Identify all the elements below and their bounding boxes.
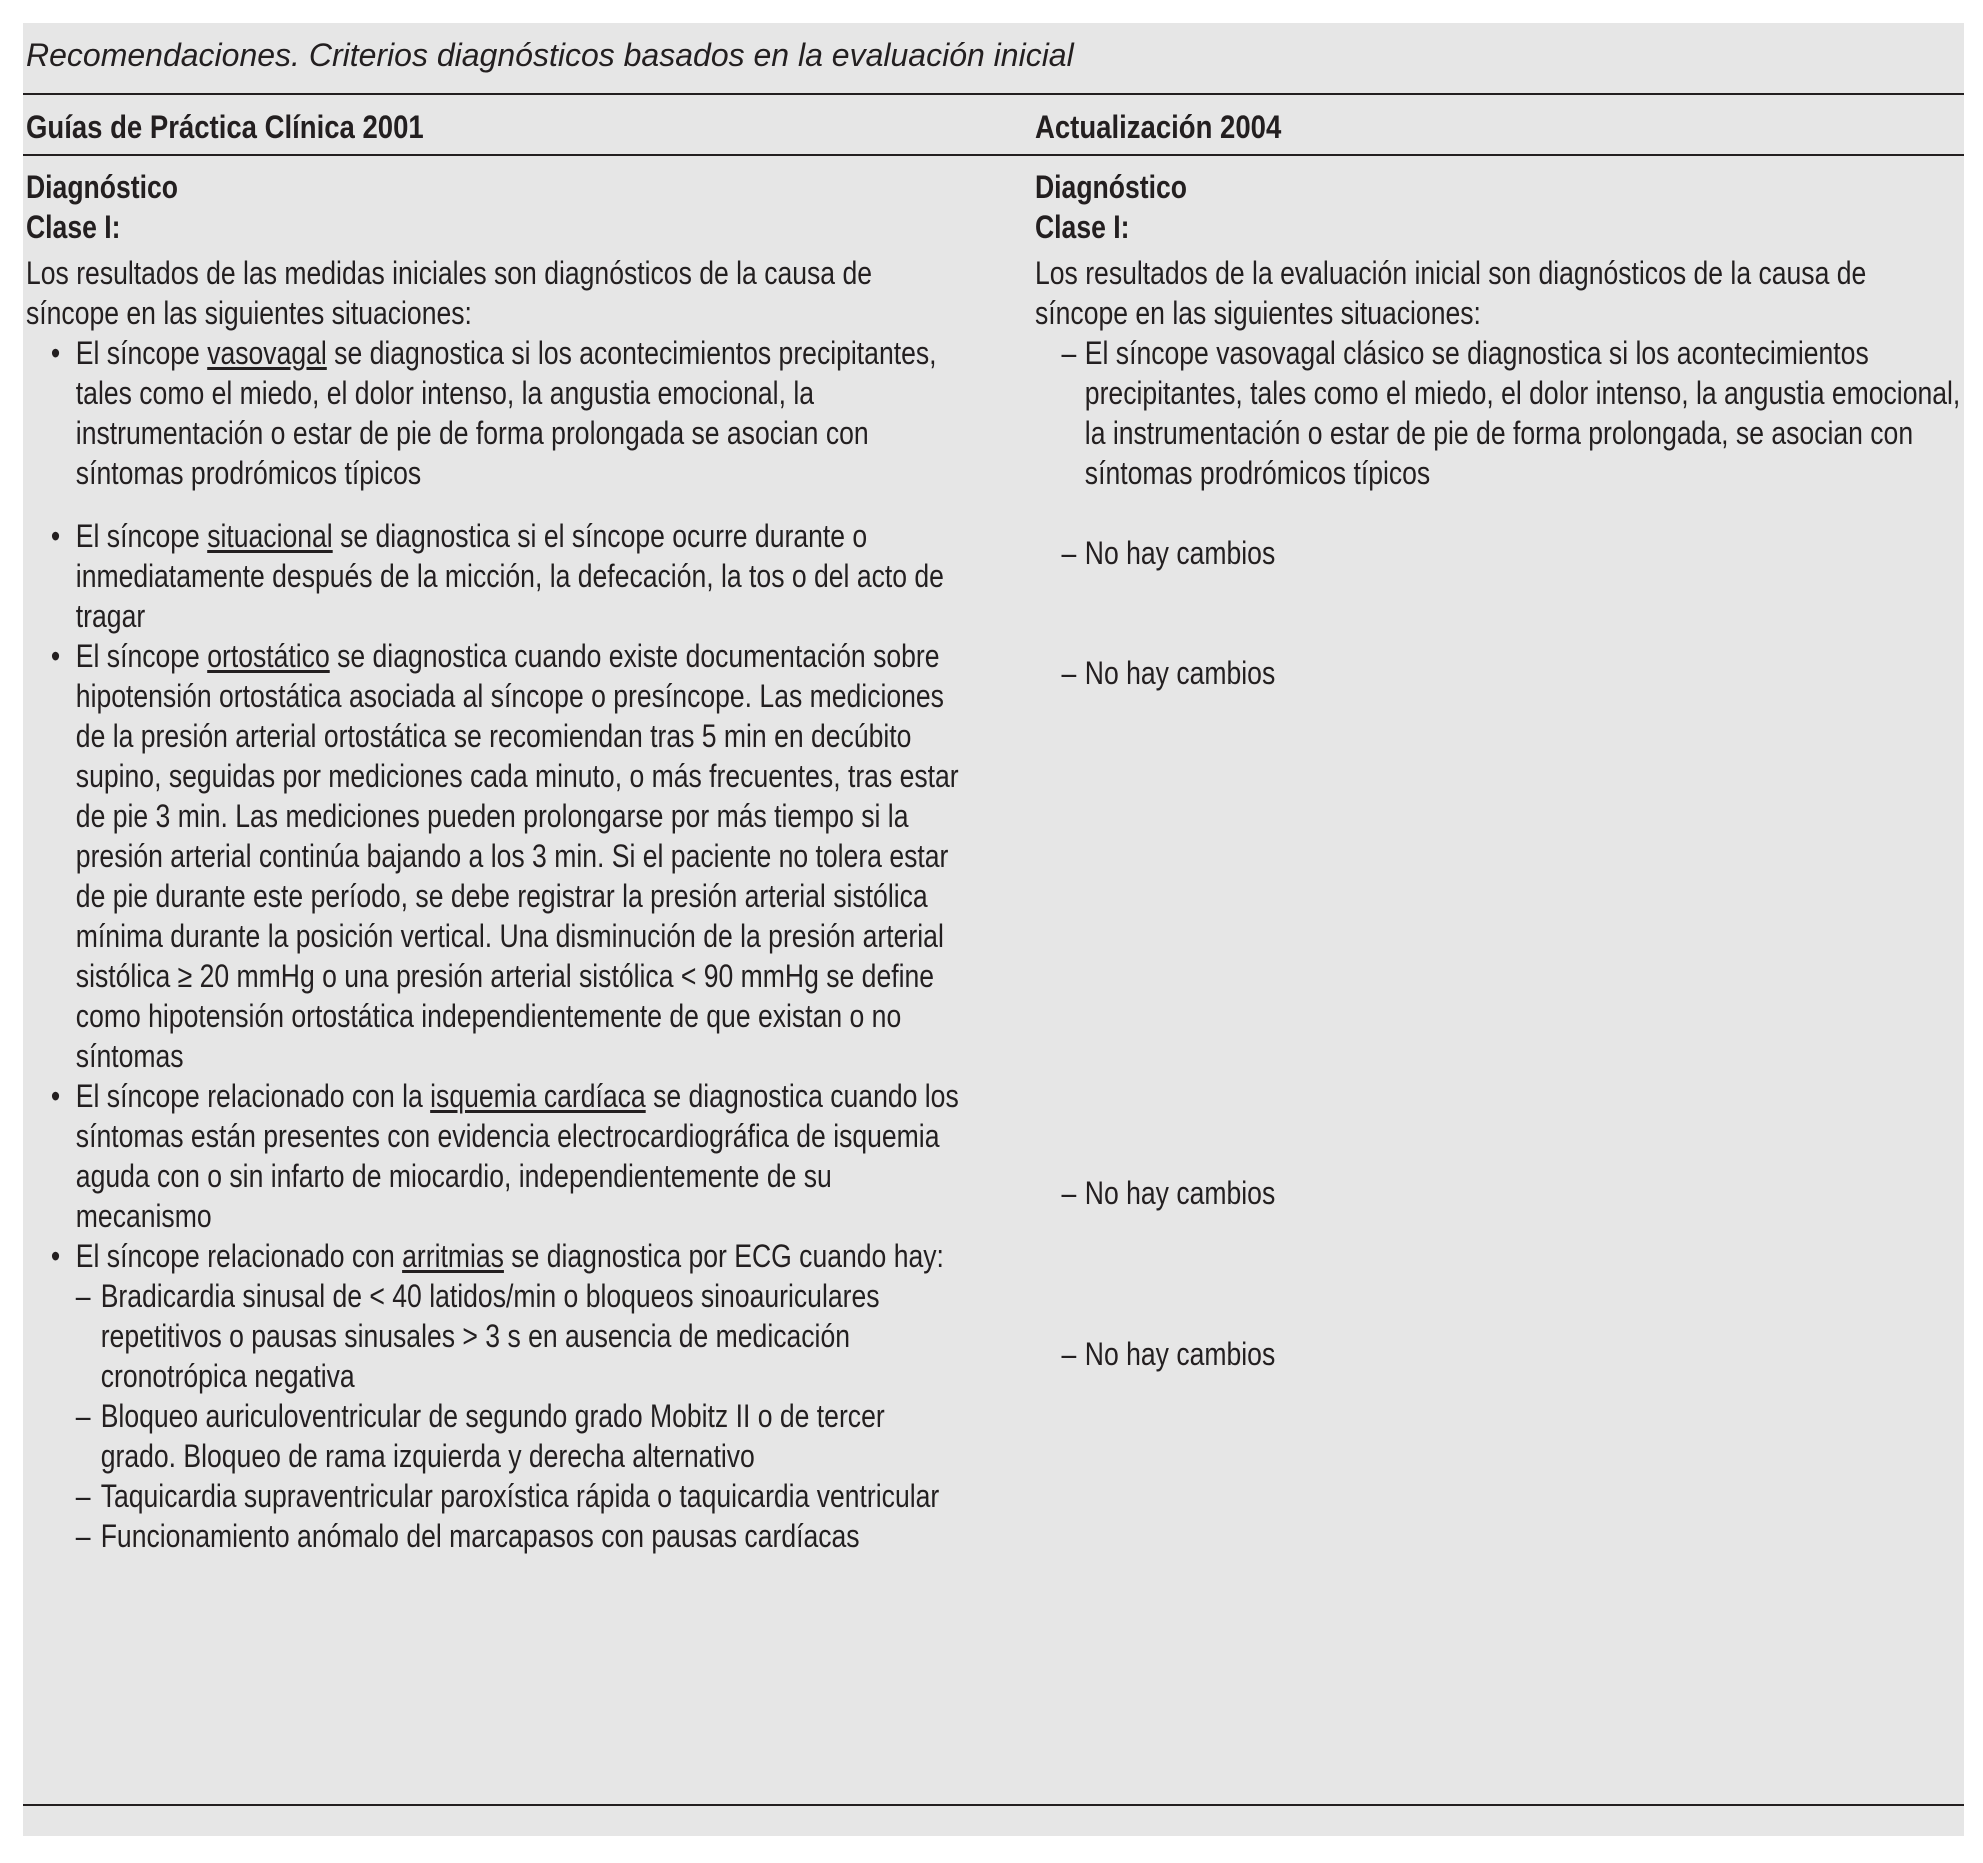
intro-text: Los resultados de la evaluación inicial son diagnósticos de la causa de síncope en las siguientes situaciones: [1035,255,1867,331]
list-item: • El síncope ortostático se diagnostica cuando existe documentación sobre hipotensión ortostática asociada al síncope o presíncope. Las mediciones de la presión arterial ortostática se recomiendan tras 5 min en decúbito supino, seguidas por mediciones cada minuto, o más frecuentes, tras estar de pie 3 min. Las mediciones pueden prolongarse por más tiempo si la presión arterial continúa bajando a los 3 min. Si el paciente no tolera estar de pie durante este período, se debe registrar la presión arterial sistólica mínima durante la posición vertical. Una disminución de la presión arterial sistólica ≥ 20 mmHg o una presión arterial sistólica < 90 mmHg se define como hipotensión ortostática independientemente de que existan o no síntomas [50,638,959,1074]
bottom-rule [23,1804,1964,1806]
column-2004 [1035,167,1965,1787]
term-arritmias: arritmias [402,1238,504,1274]
intro-text: Los resultados de las medidas iniciales son diagnósticos de la causa de síncope en las siguientes situaciones: [26,255,873,331]
dash-icon: – [1061,535,1077,571]
list-item: • El síncope relacionado con la isquemia cardíaca se diagnostica cuando los síntomas están presentes con evidencia electrocardiográfica de isquemia aguda con o sin infarto de miocardio, independientemente de su mecanismo [50,1078,959,1234]
bullet-icon: • [50,638,61,674]
dash-icon: – [75,1278,91,1314]
sub-list-item: – Funcionamiento anómalo del marcapasos con pausas cardíacas [75,1518,860,1554]
table-caption: Recomendaciones. Criterios diagnósticos basados en la evaluación inicial [26,37,1074,73]
dash-icon: – [1061,335,1077,371]
column-header-2004: Actualización 2004 [1035,109,1282,145]
column-2001 [26,167,964,1556]
list-item: – No hay cambios [1061,655,1276,691]
term-vasovagal: vasovagal [207,335,327,371]
dash-icon: – [1061,655,1077,691]
class-label: Clase I: [26,209,121,245]
dash-icon: – [1061,1336,1077,1372]
term-isquemia-cardiaca: isquemia cardíaca [430,1078,646,1114]
dash-icon: – [75,1478,91,1514]
recommendations-table [23,23,1964,1836]
column-header-2001: Guías de Práctica Clínica 2001 [26,109,424,145]
sub-list-item: – Taquicardia supraventricular paroxística rápida o taquicardia ventricular [75,1478,940,1514]
list-item: – No hay cambios [1061,535,1276,571]
bullet-icon: • [50,1238,61,1274]
list-item: • El síncope relacionado con arritmias se diagnostica por ECG cuando hay: – Bradicardia sinusal de < 40 latidos/min o bloqueos sinoauriculares repetitivos o pausas sinusales > 3 s en ausencia de medicación cronotrópica negativa – Bloqueo auriculoventricular de segundo grado Mobitz II o de tercer grado. Bloqueo de rama izquierda y derecha alternativo – Taquicardia supraventricular paroxística rápida o taquicardia ventricular – Funcionamiento anómalo del marcapasos con pausas cardíacas [26,1236,964,1556]
sub-list-item: – Bradicardia sinusal de < 40 latidos/min o bloqueos sinoauriculares repetitivos o pausas sinusales > 3 s en ausencia de medicación cronotrópica negativa [75,1278,880,1394]
header-rule [23,154,1964,156]
dash-icon: – [75,1398,91,1434]
dash-icon: – [1061,1175,1077,1211]
dash-icon: – [75,1518,91,1554]
bullet-icon: • [50,335,61,371]
bullet-icon: • [50,518,61,554]
term-situacional: situacional [207,518,333,554]
list-item: – El síncope vasovagal clásico se diagnostica si los acontecimientos precipitantes, tales como el miedo, el dolor intenso, la angustia emocional, la instrumentación o estar de pie de forma prolongada, se asocian con síntomas prodrómicos típicos [1061,335,1961,491]
bullet-icon: • [50,1078,61,1114]
section-title: Diagnóstico [1035,169,1187,205]
list-item: • El síncope situacional se diagnostica si el síncope ocurre durante o inmediatamente después de la micción, la defecación, la tos o del acto de tragar [50,518,944,634]
list-item: – No hay cambios [1061,1175,1276,1211]
section-title: Diagnóstico [26,169,178,205]
list-item: • El síncope vasovagal se diagnostica si los acontecimientos precipitantes, tales como el miedo, el dolor intenso, la angustia emocional, la instrumentación o estar de pie de forma prolongada se asocian con síntomas prodrómicos típicos [50,335,937,491]
list-item: – No hay cambios [1061,1336,1276,1372]
top-rule [23,93,1964,95]
sub-list-item: – Bloqueo auriculoventricular de segundo grado Mobitz II o de tercer grado. Bloqueo de rama izquierda y derecha alternativo [75,1398,885,1474]
class-label: Clase I: [1035,209,1130,245]
term-ortostatico: ortostático [207,638,330,674]
